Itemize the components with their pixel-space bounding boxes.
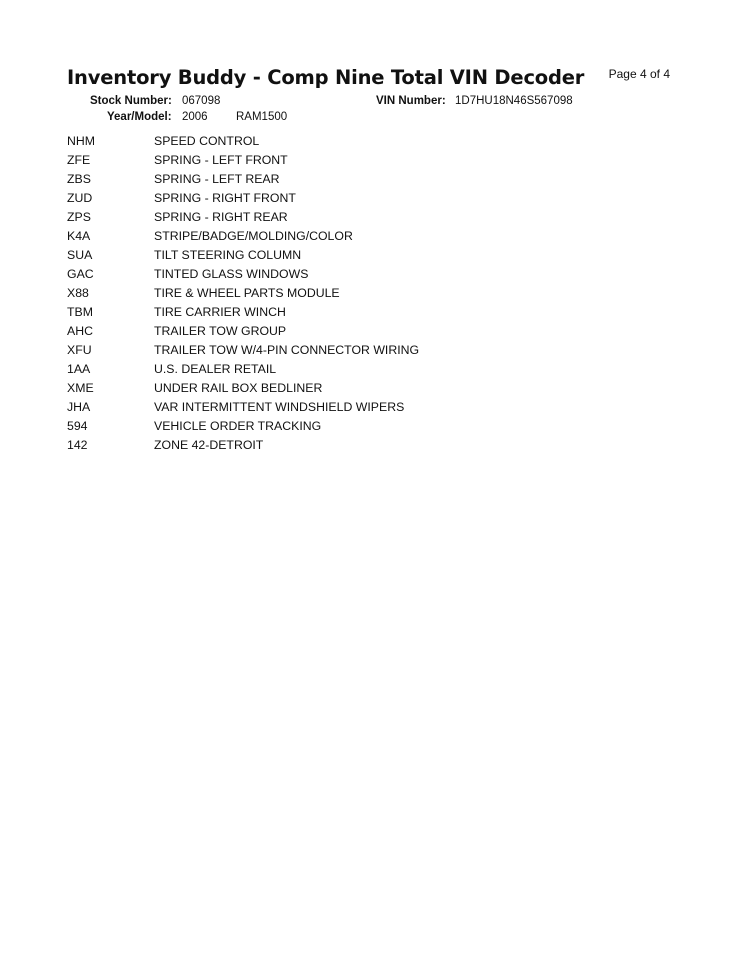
- option-description: TIRE & WHEEL PARTS MODULE: [154, 286, 340, 300]
- option-code: ZBS: [67, 172, 91, 186]
- option-code: XFU: [67, 343, 92, 357]
- option-row: [67, 266, 667, 285]
- option-row: [67, 133, 667, 152]
- option-code: NHM: [67, 134, 96, 148]
- option-row: [67, 399, 667, 418]
- option-description: SPEED CONTROL: [154, 134, 260, 148]
- option-row: [67, 228, 667, 247]
- option-code-list: [67, 133, 667, 456]
- option-row: [67, 342, 667, 361]
- option-row: [67, 171, 667, 190]
- option-code: X88: [67, 286, 89, 300]
- option-description: SPRING - LEFT REAR: [154, 172, 280, 186]
- option-row: [67, 285, 667, 304]
- option-description: TINTED GLASS WINDOWS: [154, 267, 309, 281]
- vin-number-value: 1D7HU18N46S567098: [455, 95, 573, 107]
- option-code: 1AA: [67, 362, 91, 376]
- option-row: [67, 418, 667, 437]
- option-row: [67, 323, 667, 342]
- option-row: [67, 304, 667, 323]
- option-row: [67, 437, 667, 456]
- option-description: VAR INTERMITTENT WINDSHIELD WIPERS: [154, 400, 405, 414]
- stock-number-label: Stock Number:: [90, 95, 172, 107]
- option-code: ZFE: [67, 153, 91, 167]
- option-code: XME: [67, 381, 94, 395]
- page-indicator: Page 4 of 4: [608, 67, 670, 81]
- option-code: 142: [67, 438, 88, 452]
- option-description: U.S. DEALER RETAIL: [154, 362, 277, 376]
- option-code: TBM: [67, 305, 93, 319]
- option-code: JHA: [67, 400, 91, 414]
- option-description: TILT STEERING COLUMN: [154, 248, 302, 262]
- option-description: TRAILER TOW W/4-PIN CONNECTOR WIRING: [154, 343, 420, 357]
- option-row: [67, 190, 667, 209]
- option-row: [67, 361, 667, 380]
- option-description: TIRE CARRIER WINCH: [154, 305, 286, 319]
- option-code: K4A: [67, 229, 91, 243]
- option-description: ZONE 42-DETROIT: [154, 438, 264, 452]
- stock-number-value: 067098: [182, 95, 221, 107]
- option-code: SUA: [67, 248, 93, 262]
- year-value: 2006: [182, 111, 208, 123]
- option-code: 594: [67, 419, 88, 433]
- option-row: [67, 209, 667, 228]
- option-description: SPRING - RIGHT REAR: [154, 210, 288, 224]
- option-row: [67, 380, 667, 399]
- option-description: STRIPE/BADGE/MOLDING/COLOR: [154, 229, 353, 243]
- document-title: Inventory Buddy - Comp Nine Total VIN Decoder: [67, 66, 585, 89]
- option-code: AHC: [67, 324, 93, 338]
- option-description: SPRING - RIGHT FRONT: [154, 191, 296, 205]
- option-row: [67, 152, 667, 171]
- model-value: RAM1500: [236, 111, 288, 123]
- vin-number-label: VIN Number:: [376, 95, 446, 107]
- option-description: SPRING - LEFT FRONT: [154, 153, 288, 167]
- option-code: GAC: [67, 267, 94, 281]
- option-row: [67, 247, 667, 266]
- option-description: UNDER RAIL BOX BEDLINER: [154, 381, 323, 395]
- year-model-label: Year/Model:: [107, 111, 172, 123]
- option-description: VEHICLE ORDER TRACKING: [154, 419, 322, 433]
- option-code: ZPS: [67, 210, 91, 224]
- option-description: TRAILER TOW GROUP: [154, 324, 287, 338]
- option-code: ZUD: [67, 191, 93, 205]
